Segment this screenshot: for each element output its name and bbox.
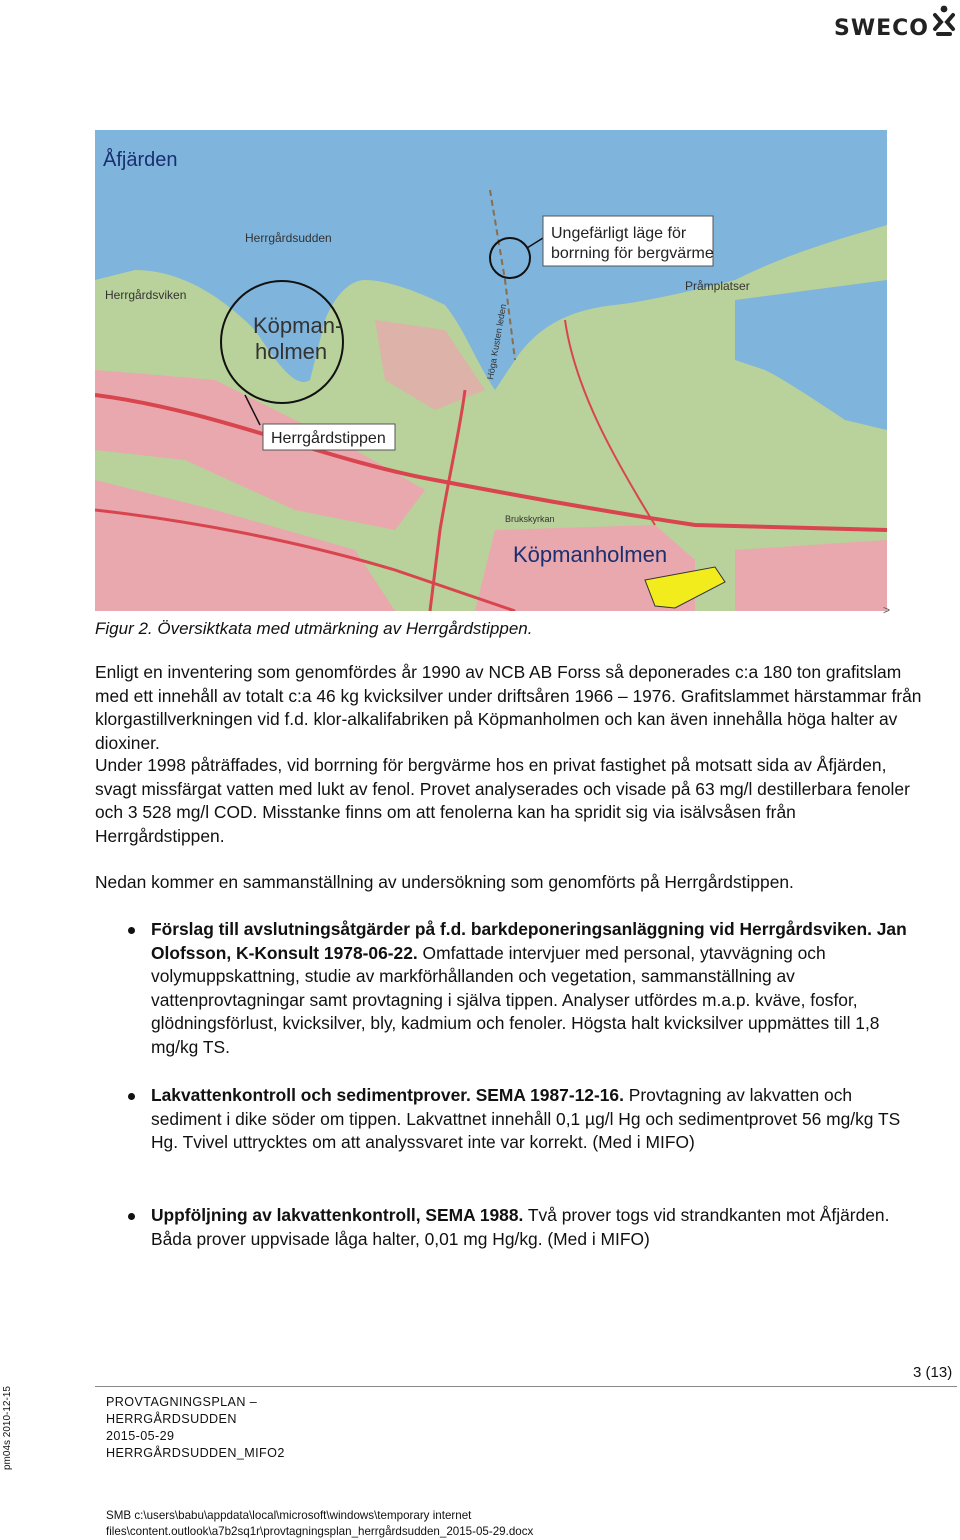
map-label-herrgardsviken: Herrgårdsviken — [105, 288, 187, 302]
overview-map — [95, 130, 887, 611]
bullet-3-bold: Uppföljning av lakvattenkontroll, SEMA 1988. — [151, 1205, 524, 1225]
footer-line-3: 2015-05-29 — [106, 1429, 175, 1443]
map-label-holmen: holmen — [255, 339, 328, 364]
bullet-dot — [128, 1213, 135, 1220]
bullet-item-1 — [151, 918, 921, 1059]
bullet-item-3 — [151, 1204, 921, 1251]
footer-line-2: HERRGÅRDSUDDEN — [106, 1412, 237, 1426]
map-label-pramplatser: Pråmplatser — [685, 279, 750, 293]
paragraph-2: Under 1998 påträffades, vid borrning för bergvärme hos en privat fastighet på motsatt sida av Åfjärden, svagt missfärgat vatten med lukt av fenol. Provet analyserades och visade på 63 mg/l destillerbara fenoler och 3 528 mg/l COD. Misstanke finns om att fenolerna kan ha spridit sig via isälvsåsen från Herrgårdstippen. — [95, 755, 910, 846]
file-path-line-2: files\content.outlook\a7b2sq1r\provtagningsplan_herrgårdsudden_2015-05-29.docx — [106, 1525, 534, 1538]
paragraph-3: Nedan kommer en sammanställning av undersökning som genomförts på Herrgårdstippen. — [95, 872, 794, 892]
sweco-logo-icon — [928, 4, 958, 42]
footer-divider — [95, 1386, 957, 1387]
map-label-afjarden: Åfjärden — [103, 149, 178, 171]
bullet-dot — [128, 927, 135, 934]
bullet-2-bold: Lakvattenkontroll och sedimentprover. SEMA 1987-12-16. — [151, 1085, 624, 1105]
bullet-item-2 — [151, 1084, 921, 1155]
map-label-ungefarligt-2: borrning för bergvärme — [551, 245, 714, 262]
side-template-code: pm04s 2010-12-15 — [2, 1386, 13, 1470]
map-label-brukskyrkan: Brukskyrkan — [505, 514, 555, 524]
gt-mark: > — [883, 603, 891, 617]
bullet-dot — [128, 1093, 135, 1100]
map-label-ungefarligt-1: Ungefärligt läge för — [551, 225, 687, 242]
map-label-kopmanholmen: Köpmanholmen — [513, 542, 668, 567]
page-number: 3 (13) — [913, 1364, 953, 1381]
map-label-herrgardstippen: Herrgårdstippen — [271, 430, 386, 447]
paragraph-1: Enligt en inventering som genomfördes år 1990 av NCB AB Forss så deponerades c:a 180 ton grafitslam med ett innehåll av totalt c:a 46 kg kvicksilver under driftsåren 1966 – 1976. Grafitslammet härstammar från klorgastillverkningen vid f.d. klor-alkalifabriken på Köpmanholmen och kan även innehålla höga halter av dioxiner. — [95, 662, 922, 753]
bullet-2-text: Provtagning av lakvatten och sediment i dike söder om tippen. Lakvattnet innehåll 0,1 µg/l Hg och sedimentprovet 56 mg/kg TS Hg. Tvivel uttrycktes om att analyssvaret inte var korrekt. (Med i MIFO) — [151, 1085, 901, 1152]
bullet-3-text: Två prover togs vid strandkanten mot Åfjärden. Båda prover uppvisade låga halter, 0,01 mg Hg/kg. (Med i MIFO) — [151, 1205, 890, 1249]
file-path-line-1: SMB c:\users\babu\appdata\local\microsoft\windows\temporary internet — [106, 1509, 472, 1522]
figure-caption: Figur 2. Översiktkata med utmärkning av Herrgårdstippen. — [95, 619, 533, 638]
bullet-1-bold: Förslag till avslutningsåtgärder på f.d. barkdeponeringsanläggning vid Herrgårdsviken. Jan Olofsson, K-Konsult 1978-06-22. — [151, 919, 907, 963]
footer-line-1: PROVTAGNINGSPLAN – — [106, 1395, 258, 1409]
sweco-logo — [834, 4, 958, 44]
map-label-hoga-kusten: Höga Kusten leden — [485, 303, 509, 381]
footer-line-4: HERRGÅRDSUDDEN_MIFO2 — [106, 1446, 285, 1460]
map-label-herrgardsudden: Herrgårdsudden — [245, 231, 332, 245]
logo-text: SWECO — [834, 16, 929, 41]
map-label-kopman: Köpman- — [253, 313, 343, 338]
bullet-1-text: Omfattade intervjuer med personal, ytavvägning och volymuppskattning, studie av markförhållanden och vegetation, sammanställning av vattenprovtagningar samt provtagning i själva tippen. Analyser utfördes m.a.p. kväve, fosfor, glödningsförlust, kvicksilver, bly, kadmium och fenoler. Högsta halt kvicksilver uppmättes till 1,8 mg/kg TS. — [151, 942, 880, 1057]
